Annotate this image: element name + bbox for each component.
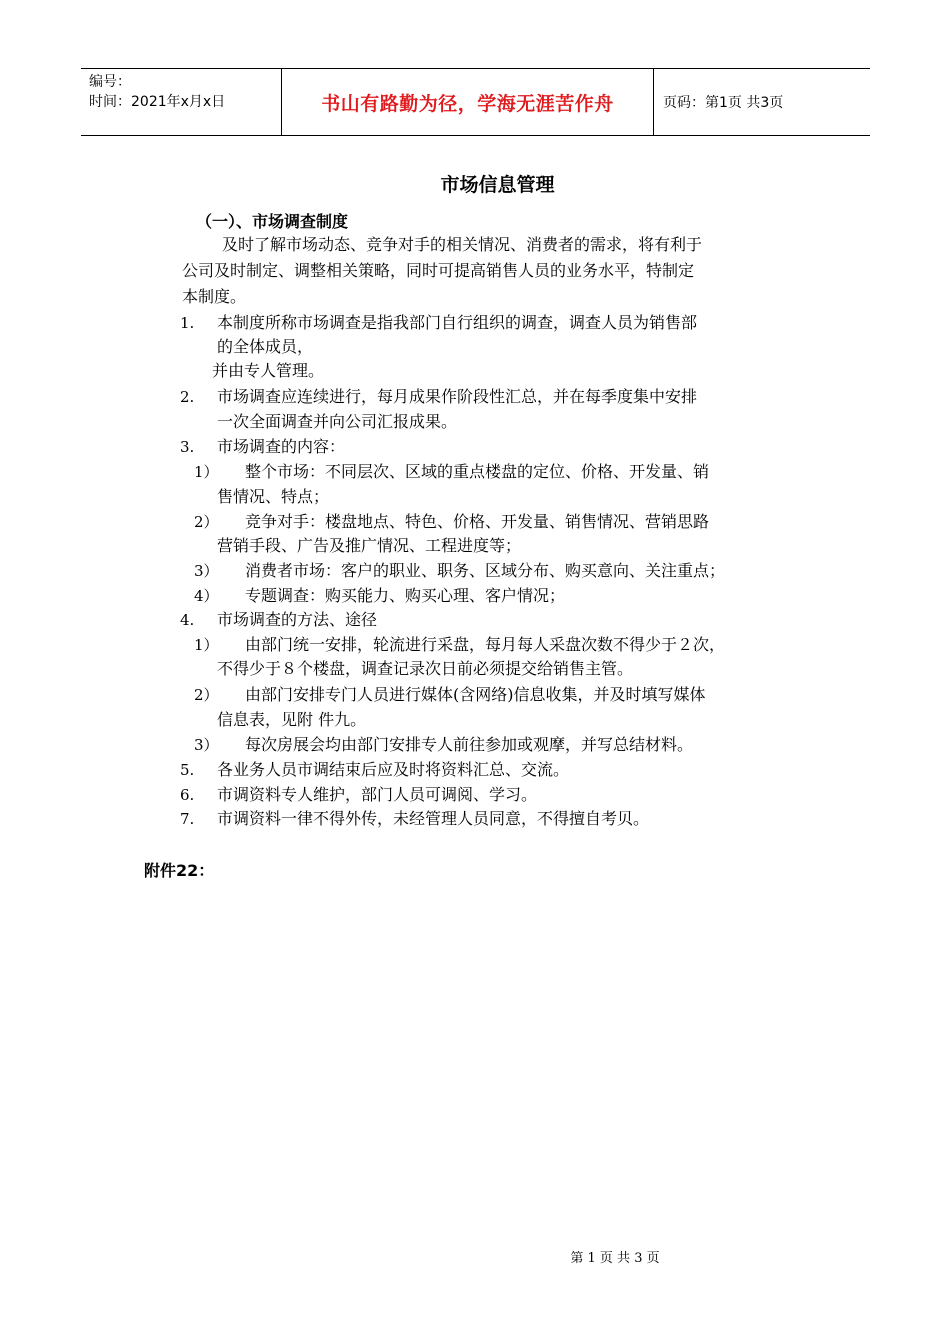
document-title: 市场信息管理	[440, 174, 555, 196]
header-page-cell	[654, 69, 870, 135]
sublist-item-line: 由部门安排专门人员进行媒体(含网络)信息收集，并及时填写媒体	[245, 685, 706, 704]
list-item-line: 并由专人管理。	[212, 361, 325, 380]
header-motto-cell	[281, 69, 654, 135]
sublist-item-line: 专题调查：购买能力、购买心理、客户情况；	[245, 586, 566, 605]
intro-line: 及时了解市场动态、竞争对手的相关情况、消费者的需求，将有利于	[222, 235, 703, 254]
sublist-item-line: 每次房展会均由部门安排专人前往参加或观摩，并写总结材料。	[245, 735, 694, 754]
list-item-line: 市场调查应连续进行，每月成果作阶段性汇总，并在每季度集中安排	[217, 387, 698, 406]
section-title: （一）、市场调查制度	[196, 212, 349, 231]
page-info: 页码：第1页 共3页	[663, 95, 784, 111]
list-item-line: 市调资料一律不得外传，未经管理人员同意，不得擅自考贝。	[217, 809, 650, 828]
attachment-label: 附件22：	[144, 861, 215, 880]
sublist-item-line: 售情况、特点；	[217, 487, 330, 506]
list-item-line: 市场调查的内容：	[217, 437, 346, 456]
list-item-line: 市场调查的方法、途径	[217, 610, 378, 629]
sublist-number: 3）	[194, 562, 219, 580]
sublist-number: 2）	[194, 513, 219, 531]
sublist-item-line: 消费者市场：客户的职业、职务、区域分布、购买意向、关注重点；	[245, 561, 726, 580]
number-label: 编号：	[89, 74, 131, 90]
sublist-number: 1）	[194, 636, 219, 654]
sublist-number: 1）	[194, 463, 219, 481]
list-number: 7.	[180, 810, 195, 828]
list-number: 3.	[180, 438, 195, 456]
list-number: 4.	[180, 611, 195, 629]
header-table	[81, 68, 870, 136]
page-footer: 第 1 页 共 3 页	[570, 1251, 660, 1266]
sublist-item-line: 营销手段、广告及推广情况、工程进度等；	[217, 536, 522, 555]
list-number: 2.	[180, 388, 195, 406]
list-item-line: 市调资料专人维护，部门人员可调阅、学习。	[217, 785, 538, 804]
list-number: 5.	[180, 761, 195, 779]
sublist-number: 3）	[194, 736, 219, 754]
header-meta-cell	[81, 69, 281, 135]
motto-text: 书山有路勤为径，学海无涯苦作舟	[321, 92, 614, 115]
sublist-item-line: 整个市场：不同层次、区域的重点楼盘的定位、价格、开发量、销	[245, 462, 710, 481]
intro-line: 公司及时制定、调整相关策略，同时可提高销售人员的业务水平，特制定	[182, 261, 695, 280]
list-item-line: 各业务人员市调结束后应及时将资料汇总、交流。	[217, 760, 570, 779]
list-item-line: 的全体成员，	[217, 337, 314, 356]
intro-line: 本制度。	[182, 287, 247, 306]
list-number: 6.	[180, 786, 195, 804]
sublist-item-line: 信息表，见附 件九。	[217, 710, 367, 729]
list-number: 1.	[180, 314, 195, 332]
sublist-item-line: 竞争对手：楼盘地点、特色、价格、开发量、销售情况、营销思路	[245, 512, 710, 531]
time-label: 时间：2021年x月x日	[89, 94, 226, 110]
list-item-line: 一次全面调查并向公司汇报成果。	[217, 412, 458, 431]
list-item-line: 本制度所称市场调查是指我部门自行组织的调查，调查人员为销售部	[217, 313, 698, 332]
sublist-item-line: 不得少于８个楼盘，调查记录次日前必须提交给销售主管。	[217, 659, 634, 678]
sublist-number: 2）	[194, 686, 219, 704]
sublist-item-line: 由部门统一安排，轮流进行采盘，每月每人采盘次数不得少于２次，	[245, 635, 726, 654]
sublist-number: 4）	[194, 587, 219, 605]
